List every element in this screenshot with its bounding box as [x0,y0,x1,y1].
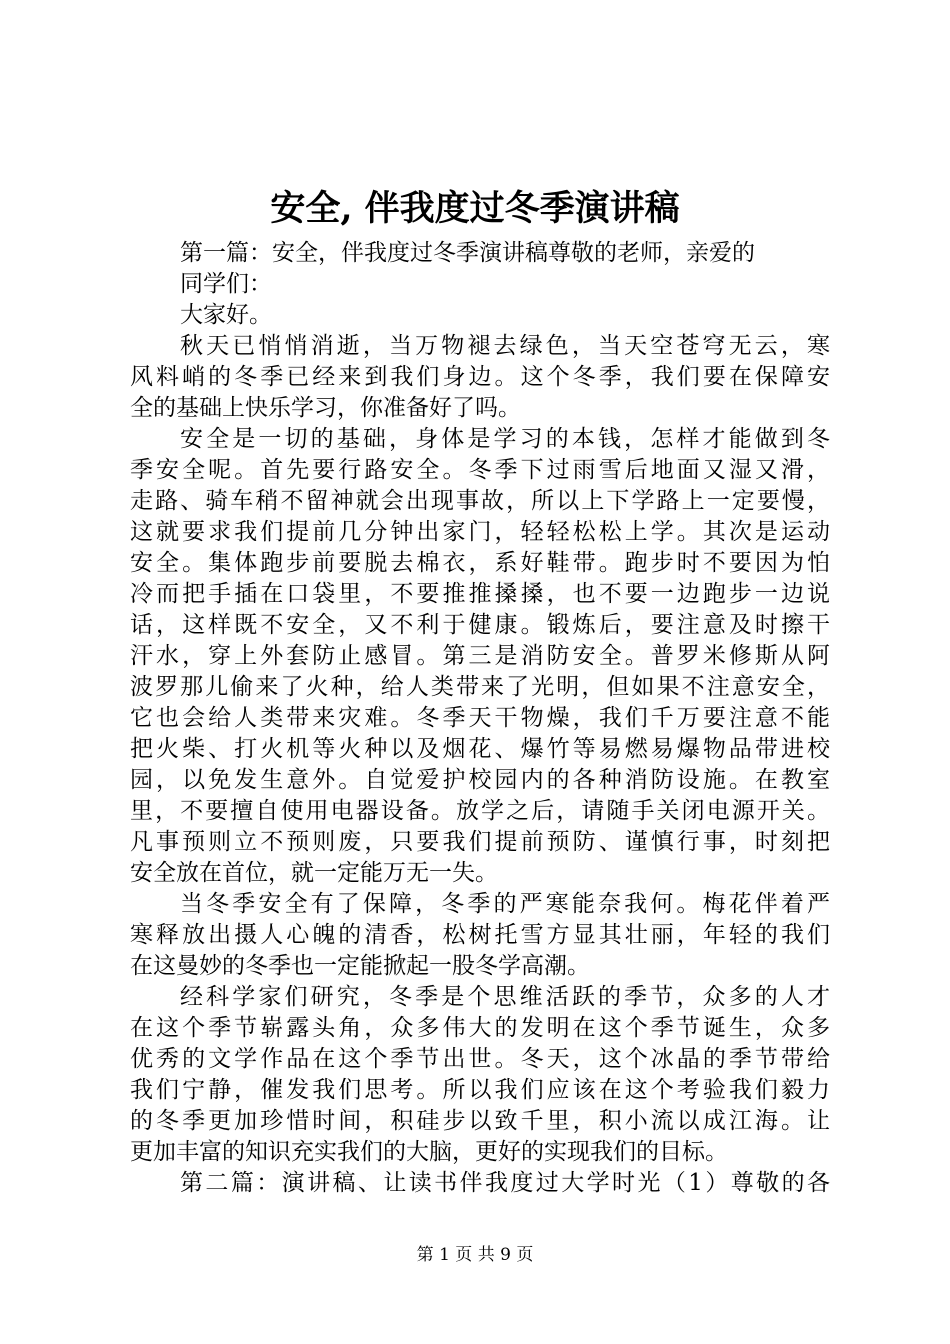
text-line: 安全。集体跑步前要脱去棉衣，系好鞋带。跑步时不要因为怕 [130,550,830,576]
text-line: 寒释放出摄人心魄的清香，松树托雪方显其壮丽，年轻的我们 [130,922,830,948]
text-line: 季安全呢。首先要行路安全。冬季下过雨雪后地面又湿又滑， [130,457,830,483]
text-line: 波罗那儿偷来了火种，给人类带来了光明，但如果不注意安全， [130,674,830,700]
text-line: 在这个季节崭露头角，众多伟大的发明在这个季节诞生，众多 [130,1015,830,1041]
text-line: 安全放在首位，就一定能万无一失。 [130,860,498,886]
text-line: 走路、骑车稍不留神就会出现事故，所以上下学路上一定要慢， [130,488,830,514]
text-line: 的冬季更加珍惜时间，积硅步以致千里，积小流以成江海。让 [130,1108,830,1134]
text-line: 在这曼妙的冬季也一定能掀起一股冬学高潮。 [130,953,590,979]
text-line: 优秀的文学作品在这个季节出世。冬天，这个冰晶的季节带给 [130,1046,830,1072]
text-line: 汗水，穿上外套防止感冒。第三是消防安全。普罗米修斯从阿 [130,643,830,669]
text-line: 安全是一切的基础，身体是学习的本钱，怎样才能做到冬 [180,426,830,452]
text-line: 当冬季安全有了保障，冬季的严寒能奈我何。梅花伴着严 [180,891,830,917]
text-line: 这就要求我们提前几分钟出家门，轻轻松松上学。其次是运动 [130,519,830,545]
text-line: 把火柴、打火机等火种以及烟花、爆竹等易燃易爆物品带进校 [130,736,830,762]
text-line: 全的基础上快乐学习，你准备好了吗。 [130,395,521,421]
text-line: 我们宁静，催发我们思考。所以我们应该在这个考验我们毅力 [130,1077,830,1103]
page-footer: 第 1 页 共 9 页 [416,1245,534,1265]
text-line: 园，以免发生意外。自觉爱护校园内的各种消防设施。在教室 [130,767,830,793]
text-line: 凡事预则立不预则废，只要我们提前预防、谨慎行事，时刻把 [130,829,830,855]
text-line: 大家好。 [180,302,272,328]
text-line: 话，这样既不安全，又不利于健康。锻炼后，要注意及时擦干 [130,612,830,638]
text-line: 同学们： [180,271,272,297]
document-body [130,238,830,1199]
text-line: 冷而把手插在口袋里，不要推推搡搡，也不要一边跑步一边说 [130,581,830,607]
text-line: 风料峭的冬季已经来到我们身边。这个冬季，我们要在保障安 [130,364,830,390]
text-line: 它也会给人类带来灾难。冬季天干物燥，我们千万要注意不能 [130,705,830,731]
text-line: 秋天已悄悄消逝，当万物褪去绿色，当天空苍穹无云，寒 [180,333,830,359]
text-line: 第二篇：演讲稿、让读书伴我度过大学时光（1）尊敬的各 [180,1170,830,1196]
page-title: 安全, 伴我度过冬季演讲稿 [270,188,680,229]
text-line: 第一篇：安全，伴我度过冬季演讲稿尊敬的老师，亲爱的 [180,240,755,266]
text-line: 更加丰富的知识充实我们的大脑，更好的实现我们的目标。 [130,1139,728,1165]
text-line: 里，不要擅自使用电器设备。放学之后，请随手关闭电源开关。 [130,798,830,824]
text-line: 经科学家们研究，冬季是个思维活跃的季节，众多的人才 [180,984,830,1010]
